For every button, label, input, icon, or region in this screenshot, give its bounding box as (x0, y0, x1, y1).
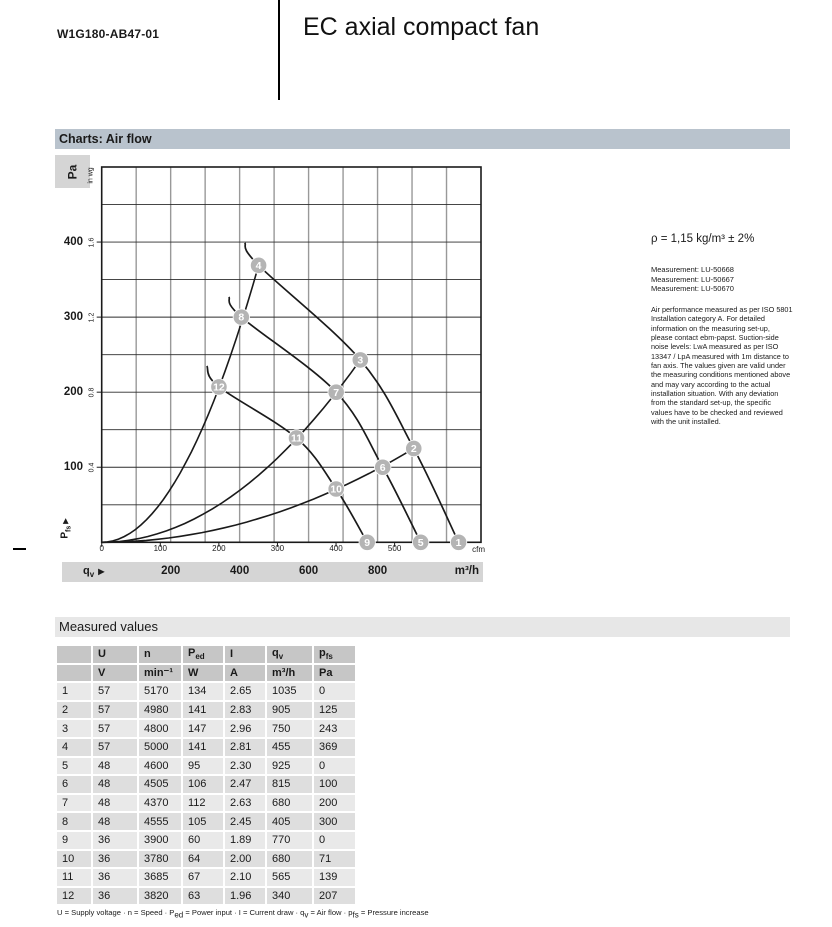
table-cell: 340 (267, 888, 312, 905)
table-cell: 12 (57, 888, 91, 905)
table-cell: 2.96 (225, 720, 265, 737)
legend-subscript: fs (352, 910, 359, 920)
chart-canvas (55, 150, 500, 590)
svg-text:1: 1 (455, 536, 462, 549)
cfm-tick-label: 100 (153, 544, 167, 553)
col-unit: min⁻¹ (139, 665, 181, 682)
chart-point-10 (328, 481, 344, 497)
arrow-right-icon: ▶ (98, 567, 105, 576)
table-cell: 405 (267, 813, 312, 830)
col-header: n (139, 646, 181, 663)
svg-text:5: 5 (417, 536, 424, 549)
table-cell: 7 (57, 795, 91, 812)
table-cell: 63 (183, 888, 223, 905)
table-cell: 48 (93, 758, 137, 775)
table-cell: 565 (267, 869, 312, 886)
cfm-tick-label: 400 (329, 544, 343, 553)
table-cell: 105 (183, 813, 223, 830)
table-cell: 100 (314, 776, 355, 793)
table-row (57, 795, 355, 812)
measurement-ref: Measurement: LU-50667 (651, 274, 734, 284)
density-note: ρ = 1,15 kg/m³ ± 2% (651, 233, 755, 245)
table-cell: 207 (314, 888, 355, 905)
table-row (57, 683, 355, 700)
pa-tick-label: 400 (63, 236, 83, 249)
table-cell: 141 (183, 702, 223, 719)
table-cell: 95 (183, 758, 223, 775)
table-cell: 0 (314, 758, 355, 775)
col-unit: V (93, 665, 137, 682)
inwg-tick-label: 0.4 (88, 462, 96, 473)
load-curve-2 (102, 360, 361, 542)
chart-point-5 (412, 534, 428, 550)
svg-text:11: 11 (290, 432, 303, 445)
svg-text:7: 7 (333, 386, 340, 399)
table-cell: 57 (93, 702, 137, 719)
pa-tick-label: 100 (63, 461, 83, 474)
table-row (57, 739, 355, 756)
table-cell: 243 (314, 720, 355, 737)
table-cell: 369 (314, 739, 355, 756)
col-unit: W (183, 665, 223, 682)
table-cell: 36 (93, 851, 137, 868)
inwg-tick-label: 1.2 (88, 312, 96, 322)
table-cell: 2.45 (225, 813, 265, 830)
table-cell: 770 (267, 832, 312, 849)
table-cell: 48 (93, 776, 137, 793)
table-cell: 1035 (267, 683, 312, 700)
measurement-ref: Measurement: LU-50668 (651, 265, 734, 274)
table-cell: 4555 (139, 813, 181, 830)
measured-values-table (55, 644, 357, 906)
table-cell: 2.65 (225, 683, 265, 700)
svg-text:4: 4 (255, 259, 262, 272)
chart-point-9 (359, 534, 375, 550)
table-cell: 200 (314, 795, 355, 812)
chart-point-7 (328, 384, 344, 400)
table-cell: 3820 (139, 888, 181, 905)
disclaimer-text: Air performance measured as per ISO 5801 Installation category A. For detailed information on the measuring set-up, please contact ebm-papst. Suction-side noise levels: LwA measured as per ISO 13347 / LpA measured with 1m distance to fan axis. The values given are valid under the measuring conditions mentioned above and may vary according to the actual installation situation. With any deviation from the standard set-up, the specific values have to be checked and reviewed with the unit installed. (651, 305, 793, 427)
table-cell: 4370 (139, 795, 181, 812)
svg-text:3: 3 (357, 354, 364, 367)
measurement-list (651, 265, 793, 294)
pfs-label: P (59, 531, 71, 539)
col-header: I (225, 646, 265, 663)
table-cell: 1.96 (225, 888, 265, 905)
table-cell: 141 (183, 739, 223, 756)
table-cell: 4 (57, 739, 91, 756)
table-cell: 455 (267, 739, 312, 756)
table-cell: 10 (57, 851, 91, 868)
cfm-tick-label: 500 (387, 544, 402, 553)
cfm-tick-label: 200 (212, 544, 226, 553)
legend-subscript: v (304, 910, 309, 920)
col-unit (57, 665, 91, 682)
table-cell: 36 (93, 888, 137, 905)
svg-text:6: 6 (379, 461, 386, 474)
svg-text:8: 8 (238, 311, 245, 324)
table-cell: 57 (93, 683, 137, 700)
m3h-tick-label: 600 (298, 565, 319, 577)
page-title: EC axial compact fan (303, 13, 540, 41)
table-row (57, 758, 355, 775)
table-cell: 36 (93, 832, 137, 849)
table-cell: 9 (57, 832, 91, 849)
table-cell: 1.89 (225, 832, 265, 849)
chart-point-11 (288, 430, 304, 446)
col-header: $p_{fs}$ (314, 646, 355, 663)
table-cell: 0 (314, 683, 355, 700)
m3h-unit-label: m³/h (454, 565, 479, 577)
table-cell: 48 (93, 795, 137, 812)
section-bar-measured: Measured values (55, 617, 790, 637)
qv-axis-label: $q_v$ ▶ (83, 565, 105, 580)
table-cell: 300 (314, 813, 355, 830)
table-cell: 67 (183, 869, 223, 886)
table-cell: 3900 (139, 832, 181, 849)
col-unit: Pa (314, 665, 355, 682)
cfm-unit-label: cfm (472, 545, 485, 554)
header-divider (278, 0, 280, 100)
table-cell: 11 (57, 869, 91, 886)
inwg-unit-label: in wg (87, 166, 95, 184)
legend-text: U = Supply voltage · n = Speed · P (57, 908, 175, 917)
svg-text:2: 2 (410, 443, 417, 456)
table-cell: 905 (267, 702, 312, 719)
table-cell: 5000 (139, 739, 181, 756)
legend-text: = Pressure increase (358, 908, 429, 917)
col-unit: A (225, 665, 265, 682)
col-header: $q_v$ (267, 646, 312, 663)
table-cell: 106 (183, 776, 223, 793)
load-curve-3 (102, 449, 414, 543)
table-cell: 1 (57, 683, 91, 700)
arrow-up-icon: ▶ (62, 517, 70, 524)
section-bar-charts: Charts: Air flow (55, 129, 790, 149)
chart-point-6 (375, 459, 391, 475)
col-header: U (93, 646, 137, 663)
table-cell: 815 (267, 776, 312, 793)
inwg-unit-box (84, 158, 98, 192)
cfm-tick-label: 0 (99, 544, 104, 553)
table-cell: 147 (183, 720, 223, 737)
table-row (57, 888, 355, 905)
table-cell: 680 (267, 795, 312, 812)
table-row (57, 813, 355, 830)
table-cell: 57 (93, 739, 137, 756)
legend-text: = Air flow · p (308, 908, 353, 917)
table-cell: 680 (267, 851, 312, 868)
cfm-tick-label: 300 (270, 544, 285, 553)
table-cell: 750 (267, 720, 312, 737)
table-row (57, 702, 355, 719)
table-cell: 4980 (139, 702, 181, 719)
table-cell: 8 (57, 813, 91, 830)
measurement-ref: Measurement: LU-50670 (651, 284, 734, 294)
table-row (57, 869, 355, 886)
chart-point-2 (406, 440, 422, 456)
table-cell: 48 (93, 813, 137, 830)
table-cell: 5170 (139, 683, 181, 700)
table-row (57, 720, 355, 737)
table-cell: 2.81 (225, 739, 265, 756)
chart-point-8 (233, 309, 249, 325)
table-cell: 3780 (139, 851, 181, 868)
chart-point-12 (211, 379, 227, 395)
svg-text:12: 12 (213, 381, 225, 394)
load-curve-1 (102, 265, 259, 542)
table-cell: 2.30 (225, 758, 265, 775)
table-cell: 2.63 (225, 795, 265, 812)
table-cell: 57 (93, 720, 137, 737)
table-cell: 4505 (139, 776, 181, 793)
inwg-tick-label: 0.8 (88, 387, 96, 398)
table-cell: 112 (183, 795, 223, 812)
table-cell: 3 (57, 720, 91, 737)
table-cell: 71 (314, 851, 355, 868)
table-cell: 0 (314, 832, 355, 849)
pfs-sub: fs (65, 525, 73, 532)
table-cell: 60 (183, 832, 223, 849)
model-number: W1G180-AB47-01 (57, 27, 160, 41)
page-margin-mark (13, 548, 26, 550)
pa-tick-label: 200 (63, 386, 83, 399)
table-cell: 4800 (139, 720, 181, 737)
table-cell: 134 (183, 683, 223, 700)
table-cell: 36 (93, 869, 137, 886)
table-cell: 5 (57, 758, 91, 775)
m3h-tick-label: 800 (367, 565, 388, 577)
qv-axis-band (62, 562, 483, 582)
table-cell: 139 (314, 869, 355, 886)
table-cell: 4600 (139, 758, 181, 775)
table-row (57, 832, 355, 849)
table-cell: 925 (267, 758, 312, 775)
m3h-tick-label: 400 (230, 565, 250, 577)
m3h-tick-label: 200 (161, 565, 181, 577)
table-legend (57, 908, 757, 920)
table-cell: 2.83 (225, 702, 265, 719)
svg-text:10: 10 (330, 483, 343, 496)
col-header: $P_{ed}$ (183, 646, 223, 663)
table-cell: 2.00 (225, 851, 265, 868)
pa-unit-label: Pa (65, 164, 80, 179)
chart-point-4 (250, 257, 266, 273)
svg-text:9: 9 (364, 536, 371, 549)
legend-subscript: ed (174, 910, 184, 920)
table-cell: 2 (57, 702, 91, 719)
table-cell: 2.47 (225, 776, 265, 793)
table-cell: 6 (57, 776, 91, 793)
pa-tick-label: 300 (63, 311, 83, 324)
pfs-axis-label (57, 505, 75, 551)
table-cell: 2.10 (225, 869, 265, 886)
table-cell: 64 (183, 851, 223, 868)
table-cell: 125 (314, 702, 355, 719)
fan-curve-48V (229, 297, 421, 542)
table-row (57, 851, 355, 868)
col-header (57, 646, 91, 663)
inwg-tick-label: 1.6 (88, 237, 96, 247)
col-unit: m³/h (267, 665, 312, 682)
chart-point-3 (352, 352, 368, 368)
table-row (57, 776, 355, 793)
table-cell: 3685 (139, 869, 181, 886)
airflow-chart (55, 150, 500, 590)
legend-text: = Power input · I = Current draw · q (183, 908, 305, 917)
